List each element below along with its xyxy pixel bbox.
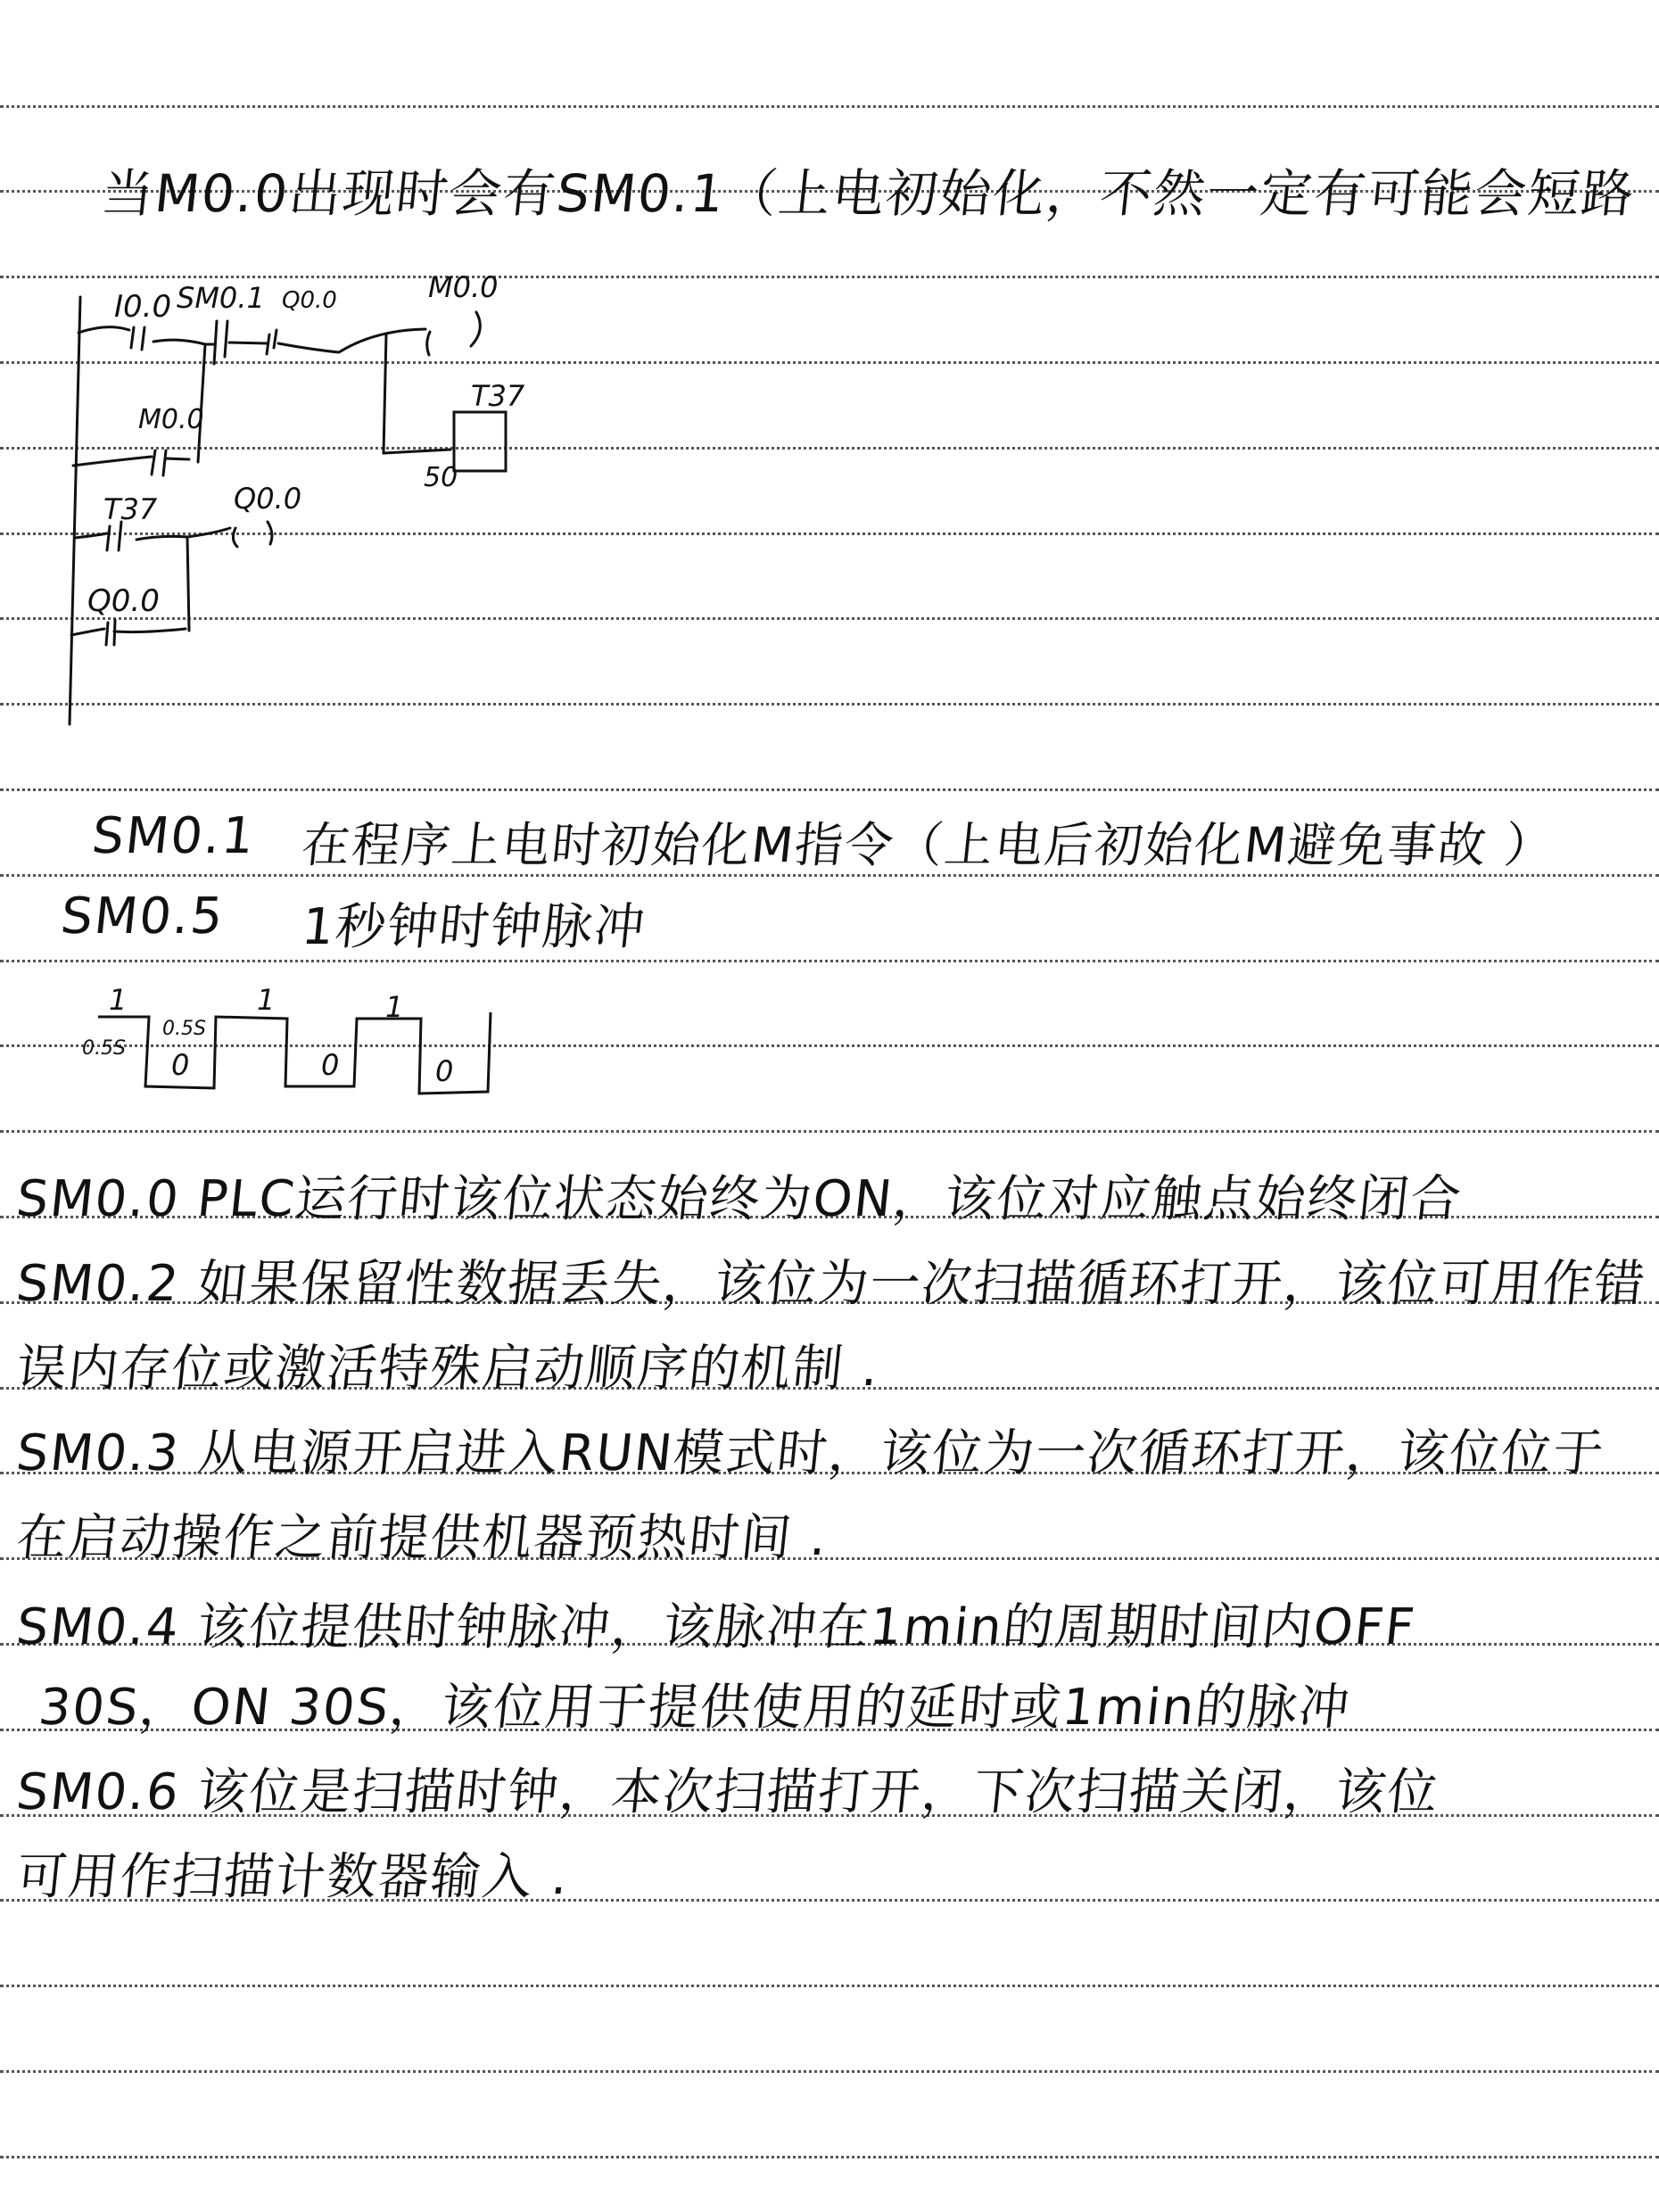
label-i00: I0.0 — [114, 289, 172, 325]
sm04-note-line2: 30S，ON 30S，该位用于提供使用的延时或1min的脉冲 — [36, 1679, 1354, 1737]
label-coil-q00: Q0.0 — [234, 482, 302, 516]
sm05-text: 1秒钟时钟脉冲 — [299, 898, 649, 956]
pulse-high-period: 0.5S — [82, 1037, 126, 1060]
pulse-high-label-3: 1 — [385, 990, 404, 1024]
pulse-low-label-1: 0 — [171, 1048, 190, 1082]
pulse-low-label-2: 0 — [321, 1048, 340, 1082]
label-timer-t37: T37 — [471, 379, 525, 413]
sm04-note-line1: SM0.4 该位提供时钟脉冲，该脉冲在1min的周期时间内OFF — [13, 1598, 1419, 1656]
pulse-low-period: 0.5S — [162, 1018, 206, 1040]
sm06-note-line2: 可用作扫描计数器输入 . — [13, 1848, 573, 1906]
label-timer-preset: 50 — [424, 462, 458, 493]
label-q00-branch: Q0.0 — [87, 583, 160, 619]
pulse-low-label-3: 0 — [435, 1054, 454, 1088]
pulse-high-label-2: 1 — [257, 983, 276, 1017]
sm01-code: SM0.1 — [89, 807, 259, 865]
ruled-line — [0, 2156, 1659, 2158]
sm05-pulse-diagram — [0, 0, 624, 1160]
sm02-note-line2: 误内存位或激活特殊启动顺序的机制 . — [13, 1340, 883, 1398]
ruled-line — [0, 2070, 1659, 2073]
sm03-note-line1: SM0.3 从电源开启进入RUN模式时，该位为一次循环打开，该位位于 — [13, 1424, 1608, 1482]
label-m00-branch: M0.0 — [138, 404, 204, 435]
label-t37-contact: T37 — [103, 492, 158, 526]
label-coil-m00: M0.0 — [428, 270, 499, 304]
intro-note: 当M0.0出现时会有SM0.1（上电初始化，不然一定有可能会短路 — [98, 163, 1638, 224]
sm06-note-line1: SM0.6 该位是扫描时钟，本次扫描打开，下次扫描关闭，该位 — [13, 1763, 1442, 1821]
label-sm01: SM0.1 — [177, 281, 265, 315]
sm00-note: SM0.0 PLC运行时该位状态始终为ON，该位对应触点始终闭合 — [13, 1170, 1465, 1228]
pulse-waveform — [98, 1012, 491, 1094]
pulse-high-label-1: 1 — [109, 983, 128, 1017]
sm02-note-line1: SM0.2 如果保留性数据丢失，该位为一次扫描循环打开，该位可用作错 — [13, 1255, 1649, 1313]
sm05-code: SM0.5 — [58, 887, 227, 945]
sm03-note-line2: 在启动操作之前提供机器预热时间 . — [13, 1509, 831, 1567]
sm01-text: 在程序上电时初始化M指令（上电后初始化M避免事故 ） — [299, 817, 1558, 873]
label-q00-nc: Q0.0 — [282, 287, 337, 314]
ruled-line — [0, 1985, 1659, 1987]
